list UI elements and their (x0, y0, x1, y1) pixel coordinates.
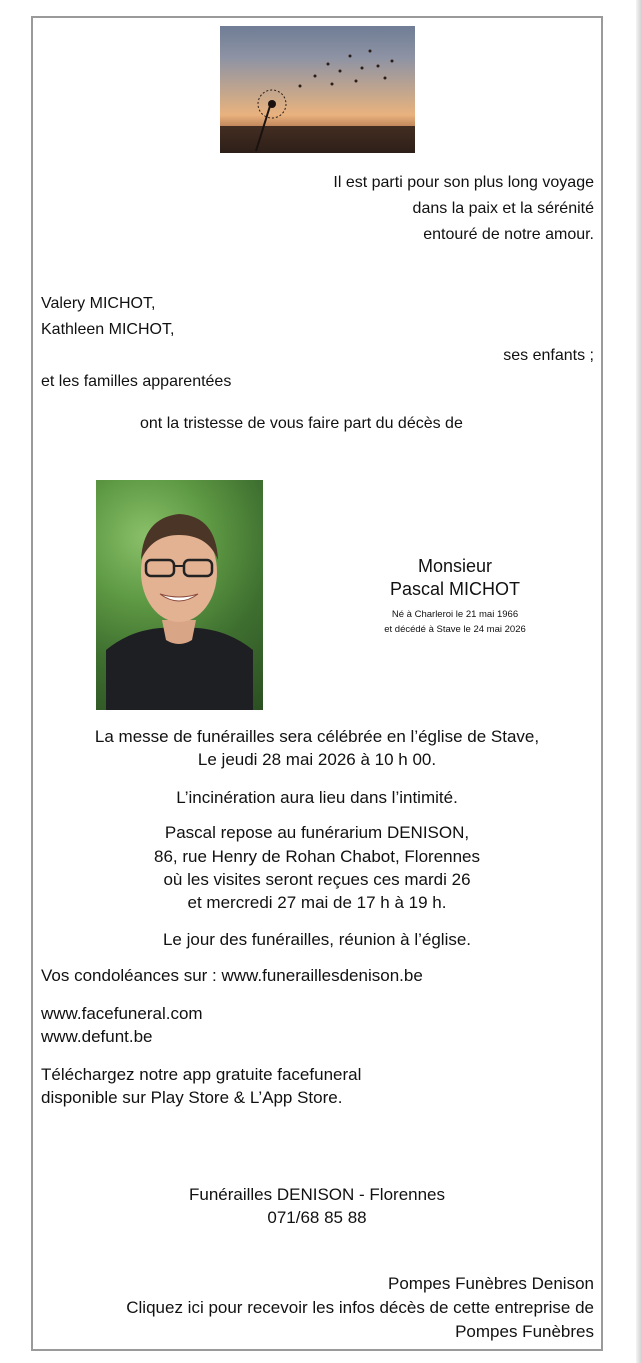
rest-line-4: et mercredi 27 mai de 17 h à 19 h. (187, 893, 447, 912)
funeral-home-name: Funérailles DENISON - Florennes (188, 1185, 446, 1204)
app-line-2: disponible sur Play Store & L’App Store. (41, 1088, 343, 1107)
app-line-1: Téléchargez notre app gratuite facefuneral (41, 1065, 362, 1084)
poem-line-1: Il est parti pour son plus long voyage (333, 174, 594, 191)
family-relation: ses enfants ; (503, 347, 594, 364)
meeting-text: Le jour des funérailles, réunion à l’église. (162, 930, 472, 949)
cremation-text: L’incinération aura lieu dans l’intimité. (176, 788, 458, 807)
rest-line-1: Pascal repose au funérarium DENISON, (164, 823, 470, 842)
dandelion-icon (220, 26, 415, 153)
deceased-portrait (96, 480, 263, 710)
condolences-link[interactable]: Vos condoléances sur : www.funeraillesdenison.be (41, 966, 423, 985)
footer-cta-line-2[interactable]: Pompes Funèbres (455, 1322, 594, 1341)
dandelion-sunset-image (220, 26, 415, 153)
rest-line-3: où les visites seront reçues ces mardi 26 (163, 870, 471, 889)
facefuneral-link[interactable]: www.facefuneral.com (41, 1004, 203, 1023)
poem-line-3: entouré de notre amour. (423, 226, 594, 243)
poem-line-2: dans la paix et la sérénité (412, 200, 594, 217)
scroll-edge (636, 0, 642, 1363)
footer-company: Pompes Funèbres Denison (387, 1274, 594, 1293)
deceased-birth: Né à Charleroi le 21 mai 1966 (391, 609, 519, 620)
rest-line-2: 86, rue Henry de Rohan Chabot, Florennes (153, 847, 481, 866)
announcement-text: ont la tristesse de vous faire part du décès de (140, 415, 463, 432)
family-name-1: Valery MICHOT, (41, 295, 156, 312)
deceased-salutation: Monsieur (417, 556, 493, 576)
deceased-death: et décédé à Stave le 24 mai 2026 (384, 624, 526, 635)
funeral-home-phone[interactable]: 071/68 85 88 (267, 1208, 367, 1227)
mass-line-1: La messe de funérailles sera célébrée en l’église de Stave, (94, 727, 540, 746)
defunt-link[interactable]: www.defunt.be (41, 1027, 153, 1046)
deceased-name-block (360, 555, 550, 637)
family-relatives: et les familles apparentées (41, 373, 232, 390)
family-name-2: Kathleen MICHOT, (41, 321, 175, 338)
footer-cta-line-1[interactable]: Cliquez ici pour recevoir les infos décès de cette entreprise de (126, 1298, 594, 1317)
mass-line-2: Le jeudi 28 mai 2026 à 10 h 00. (197, 750, 437, 769)
deceased-name: Pascal MICHOT (389, 579, 521, 599)
portrait-icon (96, 480, 263, 710)
